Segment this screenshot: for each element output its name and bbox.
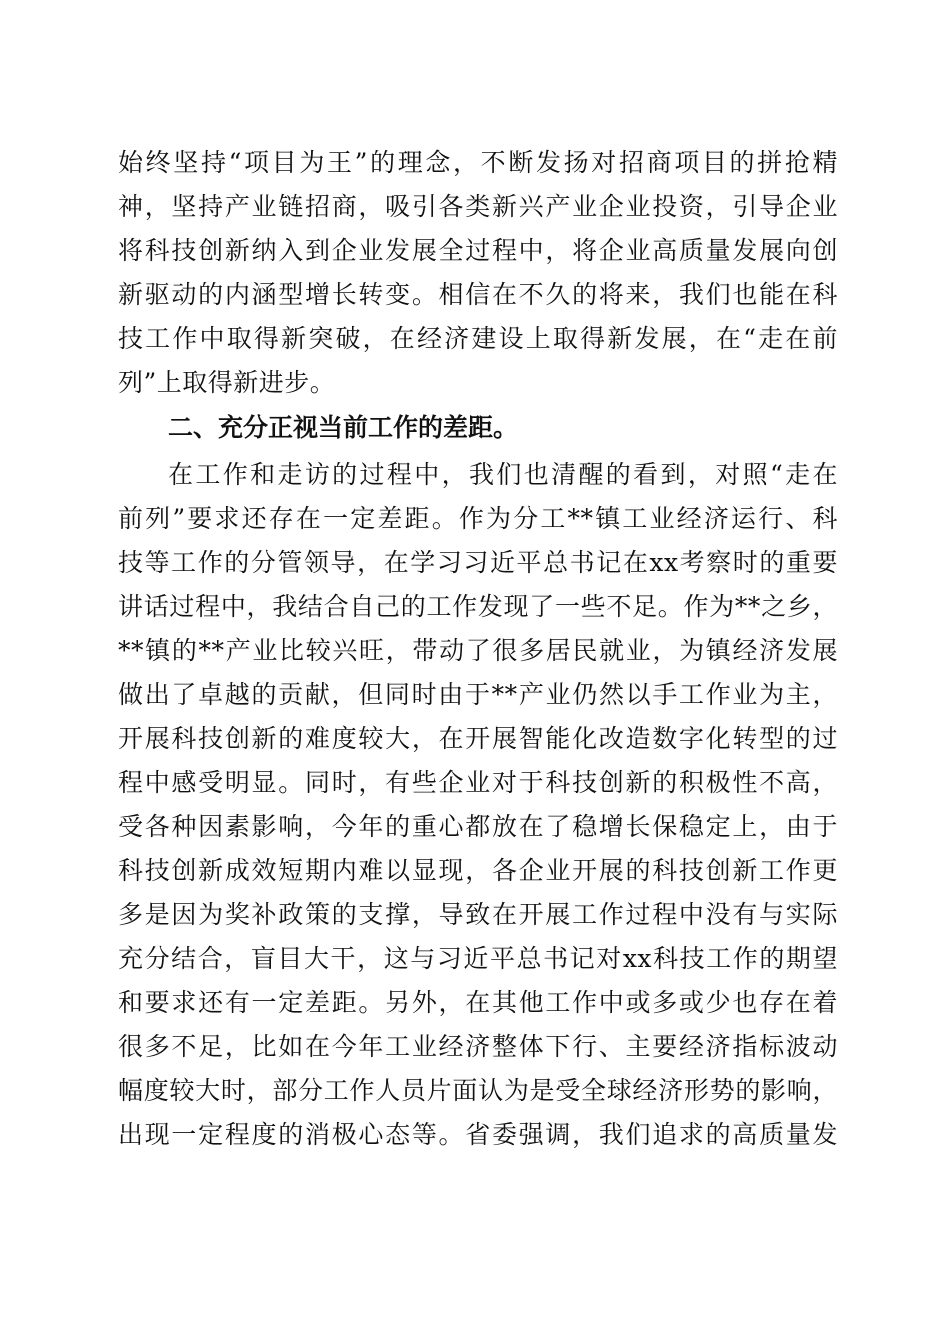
- paragraph-line: 和要求还有一定差距。另外，在其他工作中或多或少也存在着: [118, 988, 838, 1017]
- paragraph-line: 开展科技创新的难度较大，在开展智能化改造数字化转型的过: [118, 724, 838, 753]
- paragraph-line: 很多不足，比如在今年工业经济整体下行、主要经济指标波动: [118, 1032, 838, 1061]
- paragraph-line: 技等工作的分管领导，在学习习近平总书记在xx考察时的重要: [118, 548, 838, 577]
- paragraph-line: 受各种因素影响，今年的重心都放在了稳增长保稳定上，由于: [118, 812, 838, 841]
- paragraph-line: 技工作中取得新突破，在经济建设上取得新发展，在“走在前: [118, 324, 838, 353]
- paragraph-line: 程中感受明显。同时，有些企业对于科技创新的积极性不高，: [118, 768, 838, 797]
- paragraph-line: 幅度较大时，部分工作人员片面认为是受全球经济形势的影响，: [118, 1076, 838, 1105]
- paragraph-line: 神，坚持产业链招商，吸引各类新兴产业企业投资，引导企业: [118, 192, 838, 221]
- paragraph-line: 将科技创新纳入到企业发展全过程中，将企业高质量发展向创: [118, 236, 838, 265]
- paragraph-line: 多是因为奖补政策的支撑，导致在开展工作过程中没有与实际: [118, 900, 838, 929]
- paragraph-line: 在工作和走访的过程中，我们也清醒的看到，对照“走在: [168, 460, 838, 489]
- paragraph-line: 充分结合，盲目大干，这与习近平总书记对xx科技工作的期望: [118, 944, 838, 973]
- paragraph-line: 出现一定程度的消极心态等。省委强调，我们追求的高质量发: [118, 1120, 838, 1149]
- paragraph-line: 前列”要求还存在一定差距。作为分工**镇工业经济运行、科: [118, 504, 838, 533]
- paragraph-line: **镇的**产业比较兴旺，带动了很多居民就业，为镇经济发展: [118, 636, 838, 665]
- paragraph-line: 始终坚持“项目为王”的理念，不断发扬对招商项目的拼抢精: [118, 148, 838, 177]
- paragraph-line: 科技创新成效短期内难以显现，各企业开展的科技创新工作更: [118, 856, 838, 885]
- paragraph-line: 新驱动的内涵型增长转变。相信在不久的将来，我们也能在科: [118, 280, 838, 309]
- paragraph-line: 讲话过程中，我结合自己的工作发现了一些不足。作为**之乡，: [118, 592, 838, 621]
- section-heading: 二、充分正视当前工作的差距。: [168, 413, 519, 442]
- paragraph-1: [118, 141, 838, 405]
- paragraph-line: 列”上取得新进步。: [118, 368, 336, 397]
- paragraph-line: 做出了卓越的贡献，但同时由于**产业仍然以手工作业为主，: [118, 680, 838, 709]
- paragraph-2: [118, 453, 838, 1157]
